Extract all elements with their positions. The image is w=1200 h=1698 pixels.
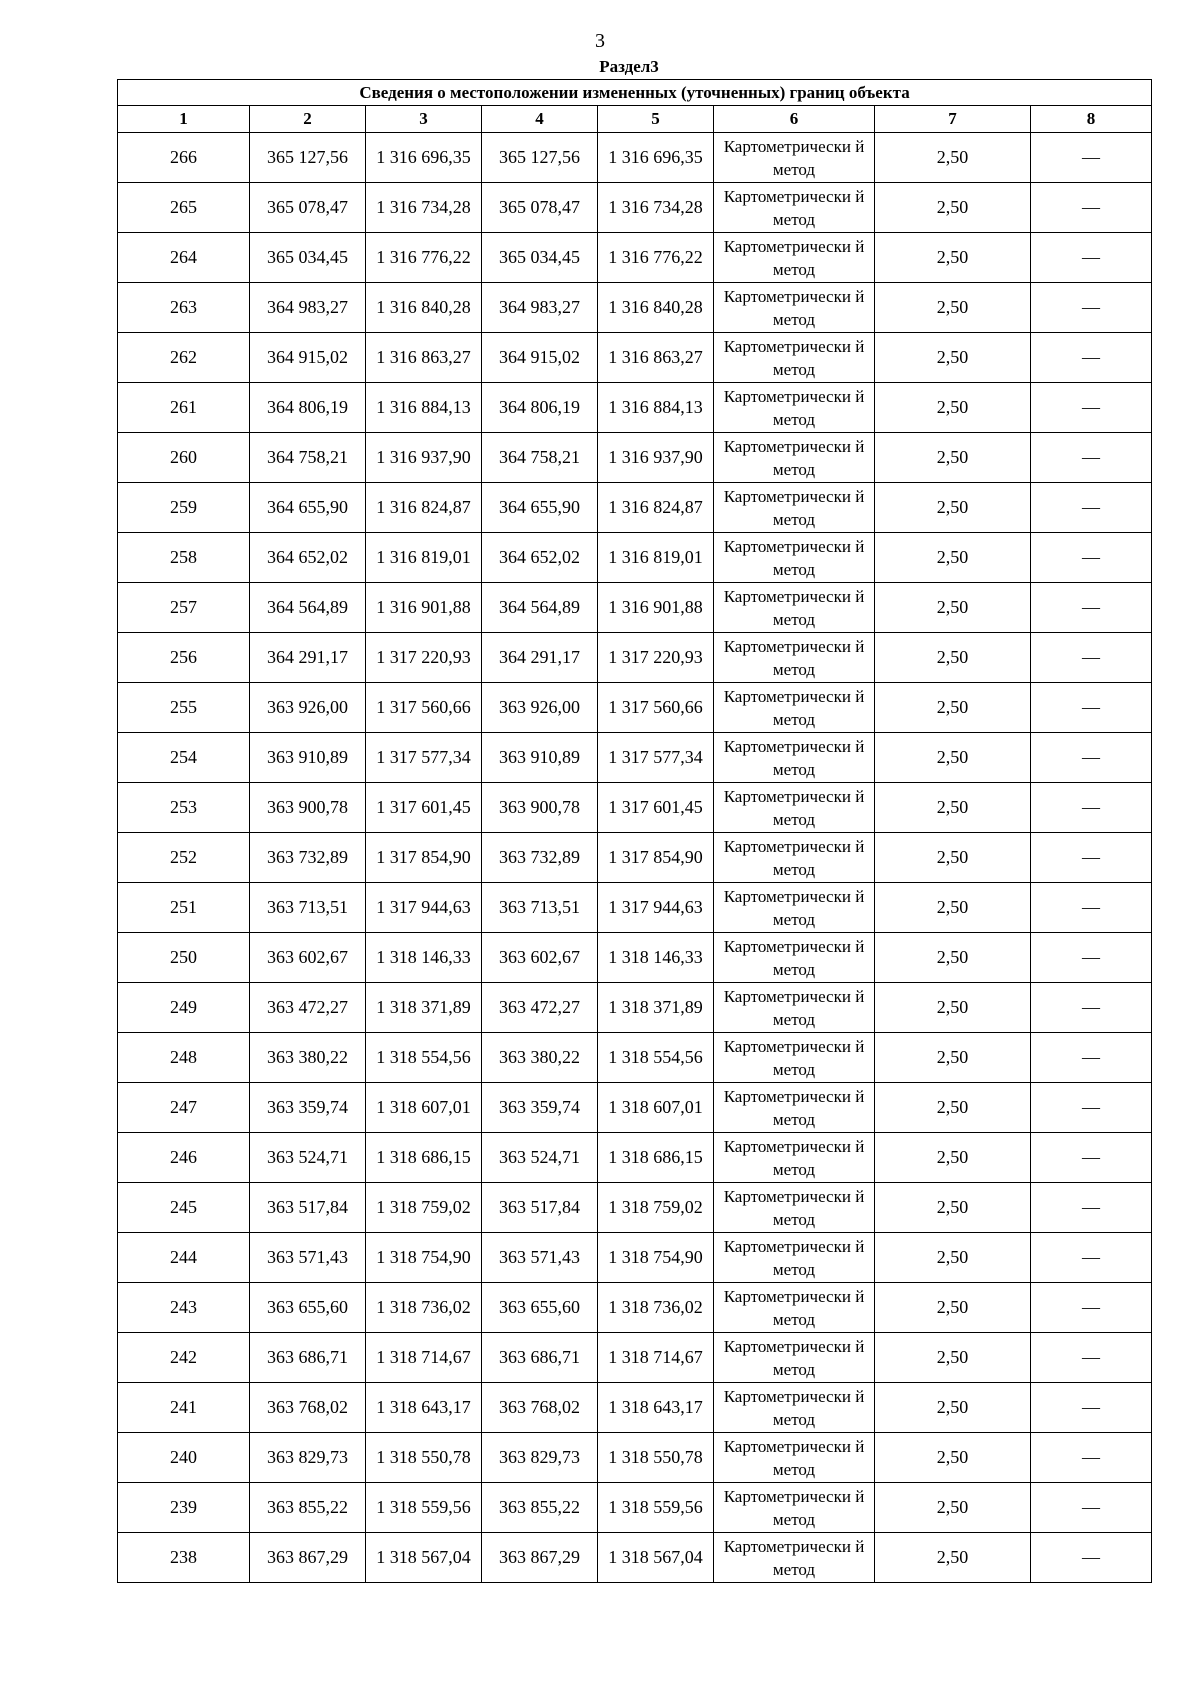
y-refined-cell: 1 318 754,90 — [598, 1233, 714, 1283]
accuracy-cell: 2,50 — [875, 1133, 1031, 1183]
y-refined-cell: 1 316 937,90 — [598, 433, 714, 483]
description-cell: — — [1031, 383, 1152, 433]
x-refined-cell: 363 655,60 — [482, 1283, 598, 1333]
x-refined-cell: 363 524,71 — [482, 1133, 598, 1183]
description-cell: — — [1031, 783, 1152, 833]
y-refined-cell: 1 318 686,15 — [598, 1133, 714, 1183]
accuracy-cell: 2,50 — [875, 1283, 1031, 1333]
y-refined-cell: 1 317 220,93 — [598, 633, 714, 683]
table-row — [118, 1333, 1152, 1383]
x-refined-cell: 365 127,56 — [482, 133, 598, 183]
y-existing-cell: 1 316 776,22 — [366, 233, 482, 283]
y-refined-cell: 1 316 776,22 — [598, 233, 714, 283]
x-existing-cell: 363 829,73 — [250, 1433, 366, 1483]
description-cell: — — [1031, 1533, 1152, 1583]
x-refined-cell: 365 078,47 — [482, 183, 598, 233]
point-number-cell: 242 — [118, 1333, 250, 1383]
x-existing-cell: 364 652,02 — [250, 533, 366, 583]
description-cell: — — [1031, 1483, 1152, 1533]
column-number-row — [118, 106, 1152, 133]
description-cell: — — [1031, 1133, 1152, 1183]
method-cell: Картометрически й метод — [714, 1033, 875, 1083]
y-existing-cell: 1 317 577,34 — [366, 733, 482, 783]
point-number-cell: 254 — [118, 733, 250, 783]
description-cell: — — [1031, 1183, 1152, 1233]
point-number-cell: 243 — [118, 1283, 250, 1333]
accuracy-cell: 2,50 — [875, 333, 1031, 383]
x-refined-cell: 364 915,02 — [482, 333, 598, 383]
method-cell: Картометрически й метод — [714, 933, 875, 983]
method-cell: Картометрически й метод — [714, 883, 875, 933]
method-cell: Картометрически й метод — [714, 1083, 875, 1133]
method-cell: Картометрически й метод — [714, 1283, 875, 1333]
method-cell: Картометрически й метод — [714, 1133, 875, 1183]
x-existing-cell: 363 472,27 — [250, 983, 366, 1033]
description-cell: — — [1031, 733, 1152, 783]
method-cell: Картометрически й метод — [714, 1183, 875, 1233]
point-number-cell: 253 — [118, 783, 250, 833]
x-refined-cell: 365 034,45 — [482, 233, 598, 283]
point-number-cell: 249 — [118, 983, 250, 1033]
x-refined-cell: 364 291,17 — [482, 633, 598, 683]
point-number-cell: 255 — [118, 683, 250, 733]
x-refined-cell: 364 564,89 — [482, 583, 598, 633]
x-existing-cell: 363 713,51 — [250, 883, 366, 933]
x-existing-cell: 363 655,60 — [250, 1283, 366, 1333]
table-caption: Сведения о местоположении измененных (уточненных) границ объекта — [118, 80, 1152, 106]
method-cell: Картометрически й метод — [714, 333, 875, 383]
x-refined-cell: 363 900,78 — [482, 783, 598, 833]
accuracy-cell: 2,50 — [875, 1183, 1031, 1233]
method-cell: Картометрически й метод — [714, 483, 875, 533]
y-existing-cell: 1 318 754,90 — [366, 1233, 482, 1283]
point-number-cell: 263 — [118, 283, 250, 333]
method-cell: Картометрически й метод — [714, 1383, 875, 1433]
y-refined-cell: 1 316 734,28 — [598, 183, 714, 233]
y-refined-cell: 1 318 146,33 — [598, 933, 714, 983]
method-cell: Картометрически й метод — [714, 533, 875, 583]
table-row — [118, 1433, 1152, 1483]
y-refined-cell: 1 316 696,35 — [598, 133, 714, 183]
method-cell: Картометрически й метод — [714, 633, 875, 683]
description-cell: — — [1031, 1083, 1152, 1133]
y-existing-cell: 1 318 371,89 — [366, 983, 482, 1033]
table-row — [118, 633, 1152, 683]
point-number-cell: 252 — [118, 833, 250, 883]
y-existing-cell: 1 316 840,28 — [366, 283, 482, 333]
y-existing-cell: 1 316 863,27 — [366, 333, 482, 383]
table-row — [118, 183, 1152, 233]
description-cell: — — [1031, 1283, 1152, 1333]
x-existing-cell: 363 359,74 — [250, 1083, 366, 1133]
description-cell: — — [1031, 533, 1152, 583]
y-existing-cell: 1 317 944,63 — [366, 883, 482, 933]
point-number-cell: 265 — [118, 183, 250, 233]
point-number-cell: 260 — [118, 433, 250, 483]
y-refined-cell: 1 318 643,17 — [598, 1383, 714, 1433]
y-existing-cell: 1 316 824,87 — [366, 483, 482, 533]
point-number-cell: 244 — [118, 1233, 250, 1283]
description-cell: — — [1031, 683, 1152, 733]
y-refined-cell: 1 317 601,45 — [598, 783, 714, 833]
x-existing-cell: 363 855,22 — [250, 1483, 366, 1533]
y-existing-cell: 1 316 696,35 — [366, 133, 482, 183]
x-refined-cell: 363 571,43 — [482, 1233, 598, 1283]
point-number-cell: 262 — [118, 333, 250, 383]
y-existing-cell: 1 316 901,88 — [366, 583, 482, 633]
y-refined-cell: 1 316 824,87 — [598, 483, 714, 533]
description-cell: — — [1031, 983, 1152, 1033]
method-cell: Картометрически й метод — [714, 683, 875, 733]
point-number-cell: 238 — [118, 1533, 250, 1583]
accuracy-cell: 2,50 — [875, 833, 1031, 883]
accuracy-cell: 2,50 — [875, 433, 1031, 483]
y-existing-cell: 1 317 220,93 — [366, 633, 482, 683]
accuracy-cell: 2,50 — [875, 783, 1031, 833]
table-row — [118, 883, 1152, 933]
x-existing-cell: 363 380,22 — [250, 1033, 366, 1083]
accuracy-cell: 2,50 — [875, 1033, 1031, 1083]
x-refined-cell: 364 806,19 — [482, 383, 598, 433]
description-cell: — — [1031, 1433, 1152, 1483]
x-refined-cell: 363 926,00 — [482, 683, 598, 733]
x-refined-cell: 364 655,90 — [482, 483, 598, 533]
table-row — [118, 833, 1152, 883]
y-existing-cell: 1 317 560,66 — [366, 683, 482, 733]
y-existing-cell: 1 318 550,78 — [366, 1433, 482, 1483]
point-number-cell: 246 — [118, 1133, 250, 1183]
y-refined-cell: 1 317 560,66 — [598, 683, 714, 733]
y-existing-cell: 1 318 559,56 — [366, 1483, 482, 1533]
point-number-cell: 264 — [118, 233, 250, 283]
x-existing-cell: 365 127,56 — [250, 133, 366, 183]
x-existing-cell: 363 900,78 — [250, 783, 366, 833]
accuracy-cell: 2,50 — [875, 733, 1031, 783]
method-cell: Картометрически й метод — [714, 1483, 875, 1533]
x-existing-cell: 364 983,27 — [250, 283, 366, 333]
method-cell: Картометрически й метод — [714, 133, 875, 183]
x-existing-cell: 364 758,21 — [250, 433, 366, 483]
x-existing-cell: 363 926,00 — [250, 683, 366, 733]
description-cell: — — [1031, 583, 1152, 633]
x-refined-cell: 363 910,89 — [482, 733, 598, 783]
accuracy-cell: 2,50 — [875, 883, 1031, 933]
description-cell: — — [1031, 133, 1152, 183]
x-refined-cell: 363 517,84 — [482, 1183, 598, 1233]
table-body — [118, 133, 1152, 1583]
accuracy-cell: 2,50 — [875, 183, 1031, 233]
x-existing-cell: 363 571,43 — [250, 1233, 366, 1283]
column-number: 6 — [714, 106, 875, 133]
point-number-cell: 240 — [118, 1433, 250, 1483]
table-row — [118, 683, 1152, 733]
description-cell: — — [1031, 1233, 1152, 1283]
y-existing-cell: 1 318 759,02 — [366, 1183, 482, 1233]
x-existing-cell: 363 910,89 — [250, 733, 366, 783]
method-cell: Картометрически й метод — [714, 583, 875, 633]
method-cell: Картометрически й метод — [714, 1233, 875, 1283]
accuracy-cell: 2,50 — [875, 933, 1031, 983]
x-refined-cell: 364 652,02 — [482, 533, 598, 583]
accuracy-cell: 2,50 — [875, 983, 1031, 1033]
column-number: 8 — [1031, 106, 1152, 133]
y-existing-cell: 1 316 819,01 — [366, 533, 482, 583]
page-number: 3 — [595, 30, 605, 52]
x-refined-cell: 363 380,22 — [482, 1033, 598, 1083]
y-existing-cell: 1 316 884,13 — [366, 383, 482, 433]
accuracy-cell: 2,50 — [875, 483, 1031, 533]
description-cell: — — [1031, 433, 1152, 483]
description-cell: — — [1031, 1383, 1152, 1433]
table-row — [118, 383, 1152, 433]
y-existing-cell: 1 318 554,56 — [366, 1033, 482, 1083]
point-number-cell: 248 — [118, 1033, 250, 1083]
y-refined-cell: 1 316 840,28 — [598, 283, 714, 333]
method-cell: Картометрически й метод — [714, 183, 875, 233]
section-title: Раздел3 — [599, 57, 659, 76]
x-existing-cell: 364 806,19 — [250, 383, 366, 433]
y-existing-cell: 1 318 686,15 — [366, 1133, 482, 1183]
accuracy-cell: 2,50 — [875, 1383, 1031, 1433]
point-number-cell: 239 — [118, 1483, 250, 1533]
description-cell: — — [1031, 183, 1152, 233]
x-refined-cell: 363 732,89 — [482, 833, 598, 883]
description-cell: — — [1031, 233, 1152, 283]
point-number-cell: 258 — [118, 533, 250, 583]
description-cell: — — [1031, 333, 1152, 383]
point-number-cell: 261 — [118, 383, 250, 433]
method-cell: Картометрически й метод — [714, 1333, 875, 1383]
method-cell: Картометрически й метод — [714, 1533, 875, 1583]
x-existing-cell: 363 524,71 — [250, 1133, 366, 1183]
column-number: 4 — [482, 106, 598, 133]
description-cell: — — [1031, 1333, 1152, 1383]
table-row — [118, 1383, 1152, 1433]
y-refined-cell: 1 318 607,01 — [598, 1083, 714, 1133]
column-number: 3 — [366, 106, 482, 133]
accuracy-cell: 2,50 — [875, 1083, 1031, 1133]
accuracy-cell: 2,50 — [875, 1483, 1031, 1533]
method-cell: Картометрически й метод — [714, 283, 875, 333]
method-cell: Картометрически й метод — [714, 433, 875, 483]
point-number-cell: 250 — [118, 933, 250, 983]
x-refined-cell: 363 686,71 — [482, 1333, 598, 1383]
y-existing-cell: 1 318 736,02 — [366, 1283, 482, 1333]
x-existing-cell: 363 732,89 — [250, 833, 366, 883]
x-refined-cell: 363 472,27 — [482, 983, 598, 1033]
table-row — [118, 583, 1152, 633]
coordinates-table — [117, 79, 1152, 1583]
table-row — [118, 533, 1152, 583]
method-cell: Картометрически й метод — [714, 1433, 875, 1483]
y-refined-cell: 1 318 759,02 — [598, 1183, 714, 1233]
table-row — [118, 483, 1152, 533]
method-cell: Картометрически й метод — [714, 783, 875, 833]
x-refined-cell: 363 867,29 — [482, 1533, 598, 1583]
y-refined-cell: 1 318 559,56 — [598, 1483, 714, 1533]
x-refined-cell: 363 768,02 — [482, 1383, 598, 1433]
column-number: 1 — [118, 106, 250, 133]
accuracy-cell: 2,50 — [875, 1233, 1031, 1283]
table-row — [118, 1483, 1152, 1533]
table-row — [118, 133, 1152, 183]
table-row — [118, 1033, 1152, 1083]
x-refined-cell: 363 713,51 — [482, 883, 598, 933]
table-row — [118, 1083, 1152, 1133]
x-existing-cell: 363 867,29 — [250, 1533, 366, 1583]
y-refined-cell: 1 318 714,67 — [598, 1333, 714, 1383]
y-existing-cell: 1 316 937,90 — [366, 433, 482, 483]
y-refined-cell: 1 318 554,56 — [598, 1033, 714, 1083]
method-cell: Картометрически й метод — [714, 233, 875, 283]
table-row — [118, 433, 1152, 483]
y-existing-cell: 1 318 714,67 — [366, 1333, 482, 1383]
accuracy-cell: 2,50 — [875, 283, 1031, 333]
table-row — [118, 283, 1152, 333]
y-refined-cell: 1 316 819,01 — [598, 533, 714, 583]
table-row — [118, 733, 1152, 783]
x-refined-cell: 364 758,21 — [482, 433, 598, 483]
point-number-cell: 251 — [118, 883, 250, 933]
y-refined-cell: 1 318 550,78 — [598, 1433, 714, 1483]
method-cell: Картометрически й метод — [714, 733, 875, 783]
y-refined-cell: 1 316 901,88 — [598, 583, 714, 633]
x-existing-cell: 365 034,45 — [250, 233, 366, 283]
description-cell: — — [1031, 283, 1152, 333]
y-refined-cell: 1 317 944,63 — [598, 883, 714, 933]
y-refined-cell: 1 318 736,02 — [598, 1283, 714, 1333]
point-number-cell: 256 — [118, 633, 250, 683]
method-cell: Картометрически й метод — [714, 383, 875, 433]
table-row — [118, 1133, 1152, 1183]
accuracy-cell: 2,50 — [875, 633, 1031, 683]
x-existing-cell: 363 517,84 — [250, 1183, 366, 1233]
table-row — [118, 333, 1152, 383]
accuracy-cell: 2,50 — [875, 233, 1031, 283]
y-refined-cell: 1 317 854,90 — [598, 833, 714, 883]
column-number: 2 — [250, 106, 366, 133]
point-number-cell: 259 — [118, 483, 250, 533]
accuracy-cell: 2,50 — [875, 533, 1031, 583]
x-existing-cell: 364 564,89 — [250, 583, 366, 633]
accuracy-cell: 2,50 — [875, 583, 1031, 633]
x-refined-cell: 363 829,73 — [482, 1433, 598, 1483]
table-row — [118, 233, 1152, 283]
table-row — [118, 1233, 1152, 1283]
column-number: 7 — [875, 106, 1031, 133]
accuracy-cell: 2,50 — [875, 1533, 1031, 1583]
table-row — [118, 783, 1152, 833]
y-existing-cell: 1 318 567,04 — [366, 1533, 482, 1583]
accuracy-cell: 2,50 — [875, 1333, 1031, 1383]
description-cell: — — [1031, 933, 1152, 983]
x-existing-cell: 363 602,67 — [250, 933, 366, 983]
description-cell: — — [1031, 1033, 1152, 1083]
x-existing-cell: 364 915,02 — [250, 333, 366, 383]
x-refined-cell: 363 359,74 — [482, 1083, 598, 1133]
accuracy-cell: 2,50 — [875, 133, 1031, 183]
y-refined-cell: 1 316 863,27 — [598, 333, 714, 383]
y-existing-cell: 1 318 643,17 — [366, 1383, 482, 1433]
x-existing-cell: 364 291,17 — [250, 633, 366, 683]
y-existing-cell: 1 317 601,45 — [366, 783, 482, 833]
point-number-cell: 241 — [118, 1383, 250, 1433]
y-refined-cell: 1 317 577,34 — [598, 733, 714, 783]
y-existing-cell: 1 318 607,01 — [366, 1083, 482, 1133]
y-existing-cell: 1 318 146,33 — [366, 933, 482, 983]
table-row — [118, 1283, 1152, 1333]
column-number: 5 — [598, 106, 714, 133]
table-row — [118, 1183, 1152, 1233]
x-existing-cell: 363 768,02 — [250, 1383, 366, 1433]
point-number-cell: 266 — [118, 133, 250, 183]
x-refined-cell: 363 602,67 — [482, 933, 598, 983]
table-row — [118, 983, 1152, 1033]
description-cell: — — [1031, 483, 1152, 533]
y-refined-cell: 1 318 371,89 — [598, 983, 714, 1033]
method-cell: Картометрически й метод — [714, 833, 875, 883]
description-cell: — — [1031, 833, 1152, 883]
accuracy-cell: 2,50 — [875, 1433, 1031, 1483]
y-existing-cell: 1 317 854,90 — [366, 833, 482, 883]
y-refined-cell: 1 316 884,13 — [598, 383, 714, 433]
accuracy-cell: 2,50 — [875, 683, 1031, 733]
x-refined-cell: 364 983,27 — [482, 283, 598, 333]
y-existing-cell: 1 316 734,28 — [366, 183, 482, 233]
accuracy-cell: 2,50 — [875, 383, 1031, 433]
table-row — [118, 933, 1152, 983]
method-cell: Картометрически й метод — [714, 983, 875, 1033]
x-existing-cell: 363 686,71 — [250, 1333, 366, 1383]
point-number-cell: 247 — [118, 1083, 250, 1133]
point-number-cell: 257 — [118, 583, 250, 633]
description-cell: — — [1031, 633, 1152, 683]
point-number-cell: 245 — [118, 1183, 250, 1233]
y-refined-cell: 1 318 567,04 — [598, 1533, 714, 1583]
x-existing-cell: 365 078,47 — [250, 183, 366, 233]
x-existing-cell: 364 655,90 — [250, 483, 366, 533]
description-cell: — — [1031, 883, 1152, 933]
table-row — [118, 1533, 1152, 1583]
x-refined-cell: 363 855,22 — [482, 1483, 598, 1533]
